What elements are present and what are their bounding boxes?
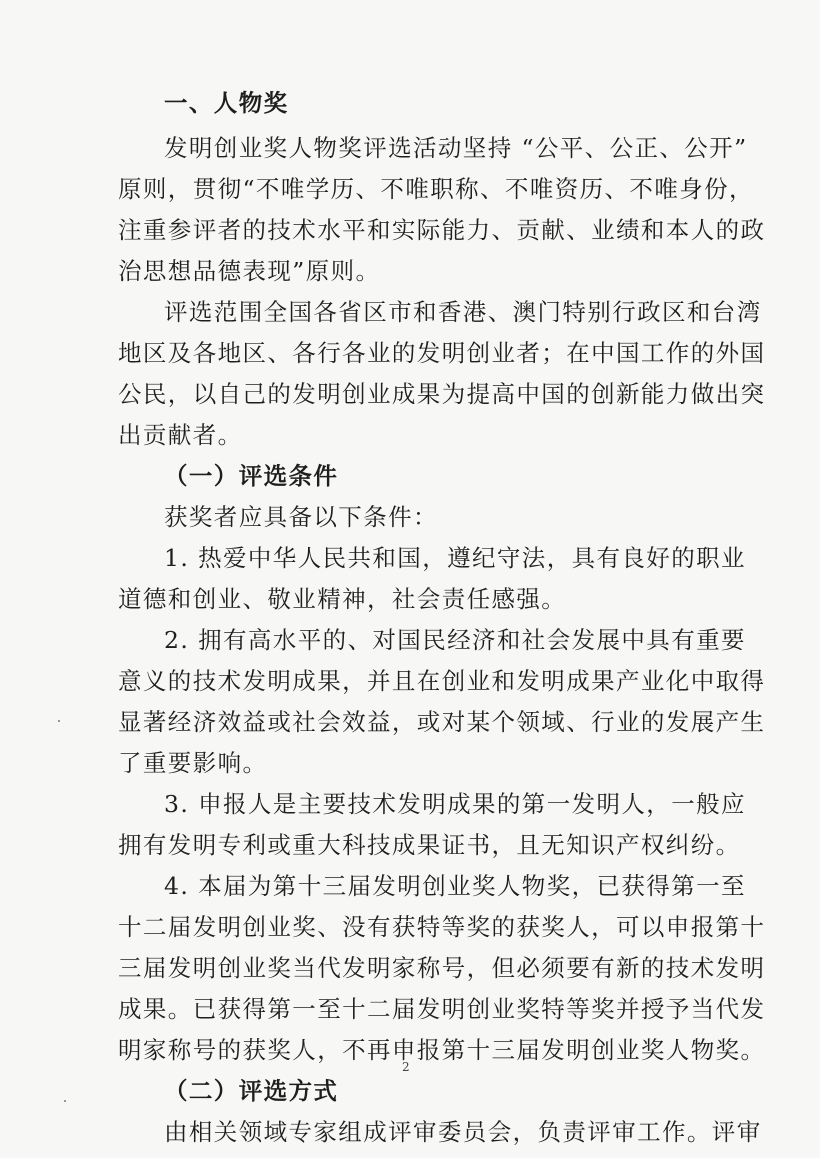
list-item-line: 道德和创业、敬业精神，社会责任感强。 — [118, 585, 567, 613]
list-item-line: 成果。已获得第一至十二届发明创业奖特等奖并授予当代发 — [118, 995, 766, 1023]
paragraph-line: 评选范围全国各省区市和香港、澳门特别行政区和台湾 — [164, 298, 762, 326]
list-item-line: 2. 拥有高水平的、对国民经济和社会发展中具有重要 — [164, 626, 746, 654]
paragraph-line: 发明创业奖人物奖评选活动坚持 “公平、公正、公开” — [164, 134, 748, 162]
scan-speck — [58, 720, 60, 722]
subsection-heading: （一）评选条件 — [164, 462, 339, 490]
paragraph-line: 治思想品德表现”原则。 — [118, 257, 381, 285]
list-item-line: 拥有发明专利或重大科技成果证书，且无知识产权纠纷。 — [118, 831, 741, 859]
scan-speck — [64, 1100, 66, 1102]
list-item-line: 十二届发明创业奖、没有获特等奖的获奖人，可以申报第十 — [118, 913, 766, 941]
list-item-line: 4. 本届为第十三届发明创业奖人物奖，已获得第一至 — [164, 872, 746, 900]
paragraph-line: 注重参评者的技术水平和实际能力、贡献、业绩和本人的政 — [118, 216, 766, 244]
section-heading: 一、人物奖 — [164, 89, 289, 117]
paragraph-line: 公民，以自己的发明创业成果为提高中国的创新能力做出突 — [118, 380, 766, 408]
list-item-line: 显著经济效益或社会效益，或对某个领域、行业的发展产生 — [118, 708, 766, 736]
list-item-line: 1. 热爱中华人民共和国，遵纪守法，具有良好的职业 — [164, 544, 746, 572]
list-item-line: 意义的技术发明成果，并且在创业和发明成果产业化中取得 — [118, 667, 766, 695]
page-number: 2 — [402, 1060, 410, 1074]
list-item-line: 明家称号的获奖人，不再申报第十三届发明创业奖人物奖。 — [118, 1036, 766, 1064]
paragraph-line: 由相关领域专家组成评审委员会，负责评审工作。评审 — [164, 1118, 762, 1146]
list-item-line: 3. 申报人是主要技术发明成果的第一发明人，一般应 — [164, 790, 746, 818]
paragraph-line: 出贡献者。 — [118, 421, 243, 449]
paragraph-line: 获奖者应具备以下条件： — [164, 503, 438, 531]
list-item-line: 了重要影响。 — [118, 749, 268, 777]
paragraph-line: 地区及各地区、各行各业的发明创业者；在中国工作的外国 — [118, 339, 766, 367]
list-item-line: 三届发明创业奖当代发明家称号，但必须要有新的技术发明 — [118, 954, 766, 982]
paragraph-line: 原则，贯彻“不唯学历、不唯职称、不唯资历、不唯身份， — [118, 175, 754, 203]
subsection-heading: （二）评选方式 — [164, 1077, 339, 1105]
